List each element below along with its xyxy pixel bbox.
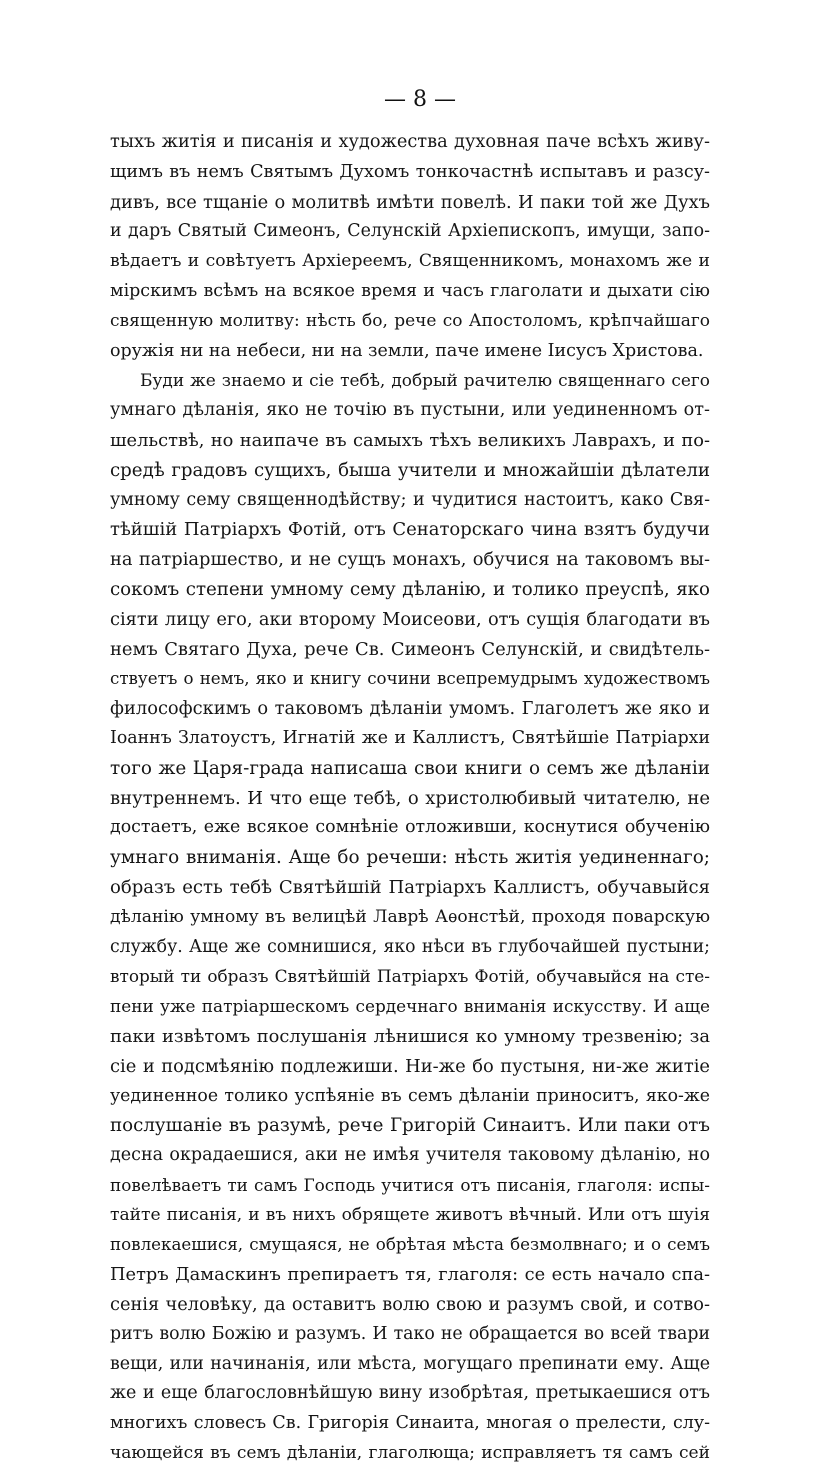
text-line: вещи, или начинанія, или мѣста, могущаго препинати ему. Аще — [110, 1353, 710, 1374]
text-line: тыхъ житія и писанія и художества духовная паче всѣхъ живу- — [110, 132, 710, 152]
text-line: уединенное толико успѣяніе въ семъ дѣланіи приноситъ, яко-же — [110, 1085, 710, 1106]
text-line: достаетъ, еже всякое сомнѣніе отложивши, коснутися обученію — [110, 817, 710, 838]
text-line: паки извѣтомъ послушанія лѣнишися ко умному трезвенію; за — [110, 1025, 710, 1047]
text-line: внутреннемъ. И что еще тебѣ, о христолюбивый читателю, не — [110, 787, 710, 809]
text-line: сіе и подсмѣянію подлежиши. Ни-же бо пустыня, ни-же житіе — [110, 1055, 710, 1077]
text-line: на патріаршество, и не сущъ монахъ, обучися на таковомъ вы- — [110, 549, 710, 571]
text-line: дивъ, все тщаніе о молитвѣ имѣти повелѣ. И паки той же Духъ — [110, 191, 710, 213]
text-line: ритъ волю Божію и разумъ. И тако не обращается во всей твари — [110, 1323, 710, 1344]
text-line: сіяти лицу его, аки второму Моисеови, отъ сущія благодати въ — [110, 608, 710, 630]
text-line: средѣ градовъ сущихъ, быша учители и множайшіи дѣлатели — [110, 459, 710, 481]
text-line: Іоаннъ Златоустъ, Игнатій же и Каллистъ, Святѣйшіе Патріархи — [110, 727, 710, 748]
text-line: многихъ словесъ Св. Григорія Синаита, многая о прелести, слу- — [110, 1413, 710, 1434]
text-line: чающейся въ семъ дѣланіи, глаголюща; исправляетъ тя самъ сей — [110, 1443, 710, 1464]
text-line: дѣланію умному въ велицѣй Лаврѣ Аѳонстѣй, проходя поварскую — [110, 906, 710, 927]
paragraph-start-line: Буди же знаемо и сіе тебѣ, добрый рачителю священнаго сего — [140, 370, 710, 391]
text-line: вторый ти образъ Святѣйшій Патріархъ Фотій, обучавыйся на сте- — [110, 966, 710, 987]
text-line: оружія ни на небеси, ни на земли, паче имене Іисусъ Христова. — [110, 340, 704, 361]
text-line: тайте писанія, и въ нихъ обрящете животъ вѣчный. Или отъ шуія — [110, 1204, 710, 1225]
text-line: же и еще благословнѣйшую вину изобрѣтая, претыкаешися отъ — [110, 1383, 710, 1404]
text-line: мірскимъ всѣмъ на всякое время и часъ глаголати и дыхати сію — [110, 280, 710, 301]
text-line: того же Царя-града написаша свои книги о семъ же дѣланіи — [110, 757, 710, 779]
text-line: философскимъ о таковомъ дѣланіи умомъ. Глаголетъ же яко и — [110, 698, 710, 720]
text-line: вѣдаетъ и совѣтуетъ Архіереемъ, Священникомъ, монахомъ же и — [110, 251, 710, 272]
text-line: щимъ въ немъ Святымъ Духомъ тонкочастнѣ испытавъ и разсу- — [110, 161, 710, 182]
text-line: умнаго дѣланія, яко не точію въ пустыни, или уединенномъ от- — [110, 400, 710, 421]
text-line: ствуетъ о немъ, яко и книгу сочини всепремудрымъ художествомъ — [110, 669, 710, 689]
text-line: сокомъ степени умному сему дѣланію, и толико преуспѣ, яко — [110, 578, 710, 600]
text-line: службу. Аще же сомнишися, яко нѣси въ глубочайшей пустыни; — [110, 936, 710, 957]
text-line: Петръ Дамаскинъ препираетъ тя, глаголя: се есть начало спа- — [110, 1264, 710, 1286]
text-line: немъ Святаго Духа, рече Св. Симеонъ Селунскій, и свидѣтель- — [110, 638, 710, 660]
text-line: умному сему священнодѣйству; и чудитися настоитъ, како Свя- — [110, 489, 710, 510]
text-line: повлекаешися, смущаяся, не обрѣтая мѣста безмолвнаго; и о семъ — [110, 1234, 710, 1255]
text-line: сенія человѣку, да оставитъ волю свою и разумъ свой, и сотво- — [110, 1294, 710, 1316]
text-line: пени уже патріаршескомъ сердечнаго вниманія искусству. И аще — [110, 996, 710, 1017]
body-text — [110, 128, 710, 1469]
text-line: десна окрадаешися, аки не имѣя учителя таковому дѣланію, но — [110, 1145, 710, 1166]
text-line: и даръ Святый Симеонъ, Селунскій Архіепископъ, имущи, запо- — [110, 221, 710, 242]
text-line: умнаго вниманія. Аще бо речеши: нѣсть житія уединеннаго; — [110, 847, 710, 869]
text-line: священную молитву: нѣсть бо, рече со Апостоломъ, крѣпчайшаго — [110, 310, 710, 331]
text-line: тѣйшій Патріархъ Фотій, отъ Сенаторскаго чина взятъ будучи — [110, 519, 710, 541]
text-line: шельствѣ, но наипаче въ самыхъ тѣхъ великихъ Лаврахъ, и по- — [110, 429, 710, 451]
text-line: послушаніе въ разумѣ, рече Григорій Синаитъ. Или паки отъ — [110, 1115, 710, 1137]
text-line: образъ есть тебѣ Святѣйшій Патріархъ Каллистъ, обучавыйся — [110, 876, 710, 898]
text-line: повелѣваетъ ти самъ Господь учитися отъ писанія, глаголя: испы- — [110, 1174, 710, 1195]
page-number: — 8 — — [384, 87, 456, 112]
